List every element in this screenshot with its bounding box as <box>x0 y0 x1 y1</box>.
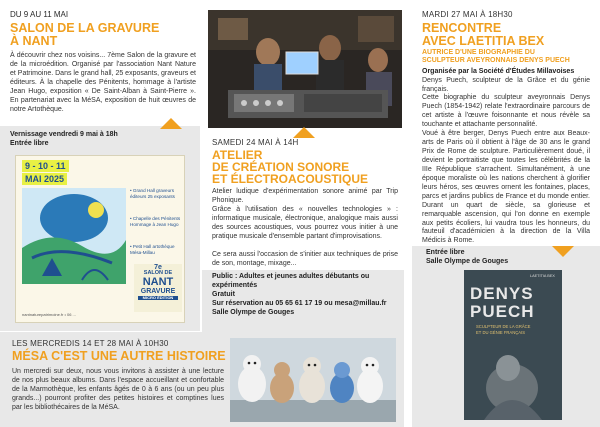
col2-date: SAMEDI 24 MAI À 14H <box>212 138 299 147</box>
bottom-body: Un mercredi sur deux, nous vous invitons à assister à une lecture de nos plus beaux albums. Dans l'espace accueillant et confortable de la Marmothèque, les enfants âgés de 0 à 6 ans (ou un peu plus grands...) pourront profiter des petites histoires et comptines lues par les bibliothécaires de la MéSA. <box>12 368 224 411</box>
col1-title-line1: SALON DE LA GRAVURE <box>10 21 160 35</box>
col3-subtitle <box>422 49 570 66</box>
book-title-1: DENYS <box>470 284 534 303</box>
studio-photo <box>208 10 402 128</box>
col1-triangle-icon <box>160 118 182 129</box>
poster-month: MAI 2025 <box>22 173 67 185</box>
col2-body-3: Ce sera aussi l'occasion de s'initier aux techniques de prise de son, montage, mixage... <box>212 251 398 267</box>
col3-body-2: Cette biographie du sculpteur aveyronnais Denys Puech (1854-1942) relate l'extraordinaire parcours de cet artiste à l'œuvre foisonnante et nous révèle sa touchante et attachante personnalité. <box>422 94 590 128</box>
col3-title-line1: RENCONTRE <box>422 21 502 35</box>
col3-title-line2: AVEC LAETITIA BEX <box>422 33 545 48</box>
col1-title <box>10 22 159 47</box>
book-title-2: PUECH <box>470 302 535 321</box>
col3-organizer: Organisée par la Société d'Études Millavoises <box>422 68 575 75</box>
col1-body: À découvrir chez nos voisins... 7ème Salon de la gravure et de la microédition. Organisé par l'association Nant Nature et Patrimoine. Dans le grand hall, 25 exposants, graveurs et éditeurs. À la chapelle des Pénitents, hommage à l'artiste Jean Hugo, exposition « De Saint-Alban à Saint-Pierre ». En partenariat avec la MéSA, exposition de huit œuvres de notre Artothèque. <box>10 52 196 113</box>
poster-item-3: • Petit Hall artothèque Mésa-Millau <box>130 244 175 255</box>
gravure-poster <box>15 155 185 323</box>
col2-public: Public : Adultes et jeunes adultes débutants ou expérimentés <box>212 273 370 290</box>
poster-line4: MICRO ÉDITION <box>138 296 178 300</box>
col1-vernissage: Vernissage vendredi 9 mai à 18h <box>10 131 118 138</box>
col3-date: MARDI 27 MAI À 18H30 <box>422 10 513 19</box>
book-cover <box>464 270 562 420</box>
poster-line3: GRAVURE <box>140 287 176 295</box>
col2-title <box>212 149 368 185</box>
col2-triangle-icon <box>293 127 315 138</box>
col1-entry: Entrée libre <box>10 140 49 147</box>
col3-subtitle-line1: AUTRICE D'UNE BIOGRAPHIE DU <box>422 49 535 56</box>
col1-date: DU 9 AU 11 MAI <box>10 10 69 19</box>
bottom-date: LES MERCREDIS 14 ET 28 MAI À 10H30 <box>12 339 169 348</box>
book-author: LAETITIA BEX <box>530 274 555 278</box>
col3-subtitle-line2: SCULPTEUR AVEYRONNAIS DENYS PUECH <box>422 57 570 65</box>
col2-room: Salle Olympe de Gouges <box>212 309 295 316</box>
col3-entry: Entrée libre <box>426 249 465 256</box>
col3-room: Salle Olympe de Gouges <box>426 258 509 265</box>
poster-line1: SALON DE <box>143 270 173 276</box>
poster-illustration <box>22 188 126 284</box>
poster-line2: NANT <box>142 275 174 288</box>
col3-body-3: Voué à être berger, Denys Puech entre aux Beaux-arts de Paris où il obtient à l'âge de 30 ans le grand Prix de Rome de sculpture. Particulièrement doué, il devient le portraitiste que toutes les célébrités de la IIIe République s'arrachent. Simultanément, à une époque moraliste où les nations cherchent à glorifier leurs héros, ses œuvres ornent les fontaines, places, parcs et jardins publics de France et du monde entier. Durant un quart de siècle, sa glorieuse et remarquable ascension, qui l'on donne en exemple aux petits écoliers, lui vaudra tous les honneurs, du fauteuil d'académicien à la direction de la Villa Médicis à Rome. <box>422 130 590 245</box>
col2-title-line2: DE CRÉATION SONORE <box>212 160 350 174</box>
col3-title <box>422 22 544 47</box>
book-subtitle-1: SCULPTEUR DE LA GRÂCE <box>476 324 531 329</box>
poster-item-1: • Grand Hall graveurs éditeurs 25 exposants <box>130 188 175 199</box>
col2-body-2: Grâce à l'utilisation des « nouvelles technologies » : informatique musicale, électronique, analogique mais aussi des sources acoustiques, vous pourrez vous initier à une pratique musicale d'ensemble partant d'improvisations. <box>212 206 398 240</box>
col3-body-1: Denys Puech, sculpteur de la Grâce et du génie français. <box>422 77 590 93</box>
poster-logo <box>134 264 182 312</box>
book-subtitle-2: ET DU GÉNIE FRANÇAIS <box>476 330 526 335</box>
plush-toys-photo <box>230 338 396 422</box>
bottom-title: MÉSA C'EST UNE AUTRE HISTOIRE <box>12 349 226 363</box>
col2-body-1: Atelier ludique d'expérimentation sonore animé par Trip Phonique. <box>212 188 398 204</box>
col2-title-line1: ATELIER <box>212 148 263 162</box>
col2-reservation: Sur réservation au 05 65 61 17 19 ou mesa@millau.fr <box>212 300 387 307</box>
col2-title-line3: ET ÉLECTROACOUSTIQUE <box>212 172 369 186</box>
col1-title-line2: À NANT <box>10 33 58 48</box>
col2-free: Gratuit <box>212 291 235 298</box>
poster-footer: nantnaturepatrimoine.fr • 06 ... <box>22 312 76 317</box>
poster-num: 7e <box>154 264 162 271</box>
poster-dates: 9 - 10 - 11 <box>22 160 69 172</box>
col3-triangle-icon <box>552 246 574 257</box>
poster-item-2: • Chapelle des Pénitents Hommage à Jean Hugo <box>130 216 181 227</box>
